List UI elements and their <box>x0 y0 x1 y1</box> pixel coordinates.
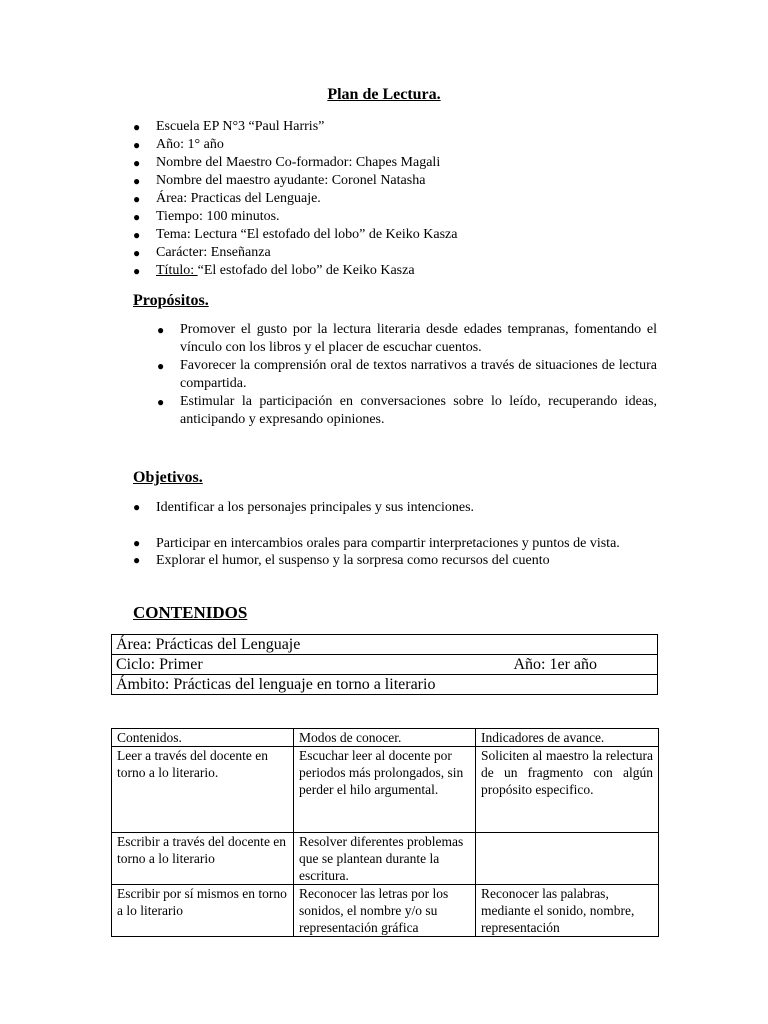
contenidos-heading: CONTENIDOS <box>133 603 248 622</box>
bullet-icon: ● <box>133 553 141 567</box>
bullet-icon: ● <box>133 138 141 152</box>
propositos-list <box>157 321 657 429</box>
bullet-icon: ● <box>133 264 141 278</box>
table-header-row <box>112 729 659 747</box>
list-item-text: Explorar el humor, el suspenso y la sorpresa como recursos del cuento <box>156 553 550 568</box>
list-item <box>157 357 657 393</box>
bullet-icon: ● <box>133 536 141 550</box>
info-text: Nombre del maestro ayudante: Coronel Natasha <box>156 173 426 188</box>
table-cell: Escribir a través del docente en torno a lo literario <box>112 833 294 885</box>
info-text: Tema: Lectura “El estofado del lobo” de Keiko Kasza <box>156 227 458 242</box>
table-row <box>112 635 658 655</box>
info-text: Carácter: Enseñanza <box>156 245 271 260</box>
info-item <box>133 226 673 244</box>
info-item <box>133 244 673 262</box>
table-cell: Resolver diferentes problemas que se plantean durante la escritura. <box>294 833 476 885</box>
bullet-icon: ● <box>157 395 165 409</box>
info-text: “El estofado del lobo” de Keiko Kasza <box>197 263 415 278</box>
objetivos-list-continued <box>133 535 628 569</box>
list-item <box>133 499 653 516</box>
bullet-icon: ● <box>133 228 141 242</box>
objetivos-heading: Objetivos. <box>133 469 203 486</box>
info-item <box>133 172 673 190</box>
table-row <box>112 655 658 675</box>
table-row <box>112 885 659 937</box>
bullet-icon: ● <box>157 323 165 337</box>
info-item <box>133 136 673 154</box>
bullet-icon: ● <box>133 192 141 206</box>
bullet-icon: ● <box>133 174 141 188</box>
list-item-text: Participar en intercambios orales para compartir interpretaciones y puntos de vista. <box>156 536 620 551</box>
ano-text: Año: 1er año <box>513 656 597 673</box>
list-item <box>157 393 657 429</box>
list-item-text: Promover el gusto por la lectura literaria desde edades tempranas, fomentando el vínculo con los libros y el placer de escuchar cuentos. <box>180 322 657 355</box>
info-text: Año: 1° año <box>156 137 224 152</box>
table-row <box>112 675 658 695</box>
table-cell: Escuchar leer al docente por periodos más prolongados, sin perder el hilo argumental. <box>294 747 476 833</box>
info-text: Escuela EP N°3 “Paul Harris” <box>156 119 325 134</box>
list-item <box>157 321 657 357</box>
info-text: Tiempo: 100 minutos. <box>156 209 280 224</box>
list-item <box>133 535 628 552</box>
bullet-icon: ● <box>133 246 141 260</box>
bullet-icon: ● <box>157 359 165 373</box>
info-text: Área: Practicas del Lenguaje. <box>156 191 321 206</box>
column-header: Contenidos. <box>112 729 294 747</box>
table-cell <box>476 833 659 885</box>
info-label: Título: <box>156 263 198 278</box>
ambito-cell: Ámbito: Prácticas del lenguaje en torno a literario <box>112 675 658 695</box>
area-cell: Área: Prácticas del Lenguaje <box>112 635 658 655</box>
contenidos-table <box>111 728 659 937</box>
list-item <box>133 552 628 569</box>
list-item-text: Favorecer la comprensión oral de textos narrativos a través de situaciones de lectura compartida. <box>180 358 657 391</box>
column-header: Indicadores de avance. <box>476 729 659 747</box>
propositos-heading: Propósitos. <box>133 292 209 309</box>
info-item <box>133 262 673 280</box>
objetivos-list <box>133 499 653 516</box>
column-header: Modos de conocer. <box>294 729 476 747</box>
bullet-icon: ● <box>133 120 141 134</box>
bullet-icon: ● <box>133 210 141 224</box>
list-item-text: Identificar a los personajes principales y sus intenciones. <box>156 500 475 515</box>
info-item <box>133 190 673 208</box>
table-cell: Reconocer las letras por los sonidos, el nombre y/o su representación gráfica <box>294 885 476 937</box>
info-list <box>133 118 673 280</box>
area-table <box>111 634 658 695</box>
table-cell: Reconocer las palabras, mediante el sonido, nombre, representación <box>476 885 659 937</box>
list-item-text: Estimular la participación en conversaciones sobre lo leído, recuperando ideas, anticipando y expresando opiniones. <box>180 394 657 427</box>
table-cell: Leer a través del docente en torno a lo literario. <box>112 747 294 833</box>
bullet-icon: ● <box>133 156 141 170</box>
table-cell: Escribir por sí mismos en torno a lo literario <box>112 885 294 937</box>
table-row <box>112 747 659 833</box>
ciclo-cell <box>112 655 658 675</box>
info-item <box>133 208 673 226</box>
ciclo-text: Ciclo: Primer <box>116 656 203 673</box>
document-title: Plan de Lectura. <box>327 86 441 103</box>
table-cell: Soliciten al maestro la relectura de un fragmento con algún propósito especifico. <box>476 747 659 833</box>
table-row <box>112 833 659 885</box>
info-item <box>133 154 673 172</box>
info-item <box>133 118 673 136</box>
bullet-icon: ● <box>133 500 141 514</box>
info-text: Nombre del Maestro Co-formador: Chapes Magali <box>156 155 441 170</box>
